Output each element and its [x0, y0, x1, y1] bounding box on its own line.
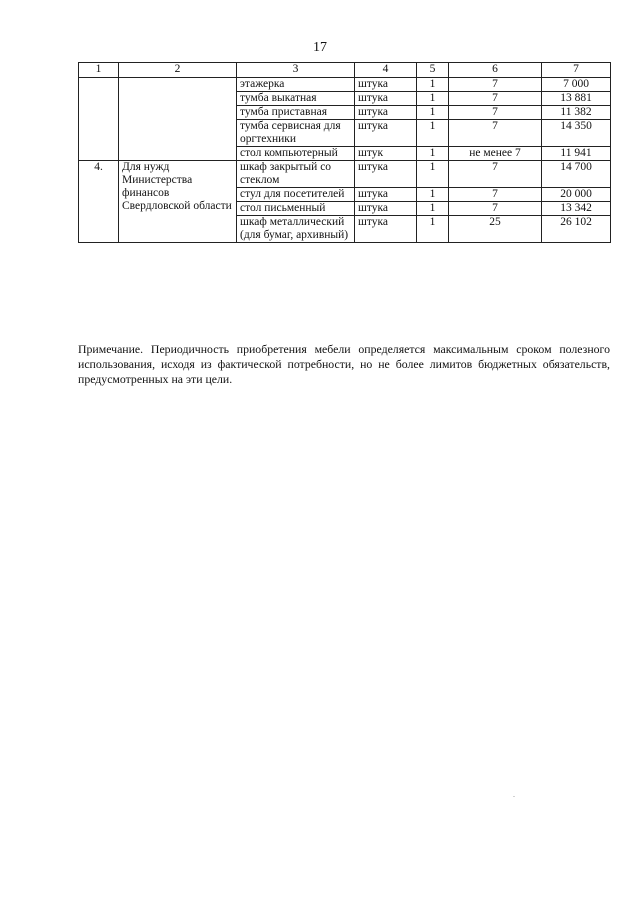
table-row — [79, 161, 611, 188]
item-price: 20 000 — [542, 188, 611, 202]
group-number-cell — [79, 78, 119, 161]
item-price: 14 700 — [542, 161, 611, 188]
table-note: Примечание. Периодичность приобретения мебели определяется максимальным сроком полезного использования, исходя из фактической потребности, но не более лимитов бюджетных обязательств, предусмотренных на эти цели. — [78, 341, 610, 386]
item-period: 25 — [449, 216, 542, 243]
scan-speck: . — [513, 790, 515, 799]
item-name: этажерка — [237, 78, 355, 92]
table-row — [79, 78, 611, 92]
header-col-6: 6 — [449, 63, 542, 78]
item-name: стул для посетителей — [237, 188, 355, 202]
header-col-7: 7 — [542, 63, 611, 78]
item-period: не менее 7 — [449, 147, 542, 161]
item-period: 7 — [449, 92, 542, 106]
header-col-5: 5 — [417, 63, 449, 78]
item-unit: штука — [355, 78, 417, 92]
item-name: тумба выкатная — [237, 92, 355, 106]
item-period: 7 — [449, 78, 542, 92]
item-name: тумба сервисная для оргтехники — [237, 120, 355, 147]
item-period: 7 — [449, 202, 542, 216]
item-qty: 1 — [417, 161, 449, 188]
item-qty: 1 — [417, 147, 449, 161]
item-price: 13 881 — [542, 92, 611, 106]
item-name: стол компьютерный — [237, 147, 355, 161]
item-price: 26 102 — [542, 216, 611, 243]
page-number: 17 — [313, 40, 327, 55]
item-period: 7 — [449, 188, 542, 202]
item-qty: 1 — [417, 92, 449, 106]
header-col-1: 1 — [79, 63, 119, 78]
item-price: 11 382 — [542, 106, 611, 120]
item-qty: 1 — [417, 216, 449, 243]
item-qty: 1 — [417, 120, 449, 147]
item-qty: 1 — [417, 202, 449, 216]
item-qty: 1 — [417, 188, 449, 202]
item-qty: 1 — [417, 106, 449, 120]
item-qty: 1 — [417, 78, 449, 92]
item-price: 13 342 — [542, 202, 611, 216]
item-price: 7 000 — [542, 78, 611, 92]
item-unit: штука — [355, 106, 417, 120]
item-unit: штука — [355, 161, 417, 188]
item-name: шкаф металлический (для бумаг, архивный) — [237, 216, 355, 243]
item-name: стол письменный — [237, 202, 355, 216]
header-col-2: 2 — [119, 63, 237, 78]
item-unit: штука — [355, 188, 417, 202]
group-org-cell — [119, 78, 237, 161]
table-header-row — [79, 63, 611, 78]
item-period: 7 — [449, 161, 542, 188]
furniture-norms-table — [78, 62, 611, 243]
header-col-4: 4 — [355, 63, 417, 78]
item-name: шкаф закрытый со стеклом — [237, 161, 355, 188]
item-unit: штука — [355, 120, 417, 147]
item-unit: штука — [355, 202, 417, 216]
group-org-cell: Для нужд Министерства финансов Свердловской области — [119, 161, 237, 243]
item-unit: штука — [355, 92, 417, 106]
item-price: 11 941 — [542, 147, 611, 161]
item-unit: штука — [355, 216, 417, 243]
group-number-cell: 4. — [79, 161, 119, 243]
item-period: 7 — [449, 120, 542, 147]
item-price: 14 350 — [542, 120, 611, 147]
item-name: тумба приставная — [237, 106, 355, 120]
item-period: 7 — [449, 106, 542, 120]
item-unit: штук — [355, 147, 417, 161]
header-col-3: 3 — [237, 63, 355, 78]
